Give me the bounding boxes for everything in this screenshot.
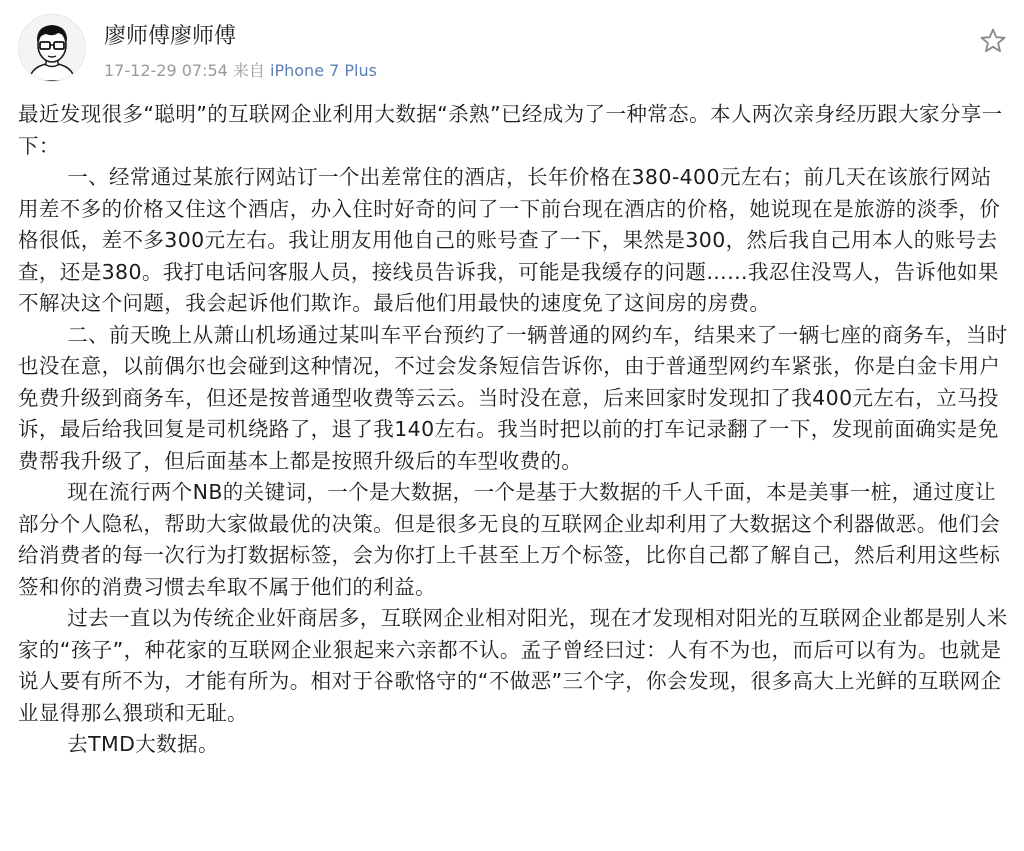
favorite-button[interactable]: [978, 26, 1008, 56]
post-paragraph-car: 二、前天晚上从萧山机场通过某叫车平台预约了一辆普通的网约车，结果来了一辆七座的商务车，当时也没在意，以前偶尔也会碰到这种情况，不过会发条短信告诉你，由于普通型网约车紧张，你是白金卡用户免费升级到商务车，但还是按普通型收费等云云。当时没在意，后来回家时发现扣了我400元左右，立马投诉，最后给我回复是司机绕路了，退了我140左右。我当时把以前的打车记录翻了一下，发现前面确实是免费帮我升级了，但后面基本上都是按照升级后的车型收费的。: [18, 322, 1008, 473]
post-paragraph-bigdata: 现在流行两个NB的关键词，一个是大数据，一个是基于大数据的千人千面，本是美事一桩，通过度让部分个人隐私，帮助大家做最优的决策。但是很多无良的互联网企业却利用了大数据这个利器做恶。他们会给消费者的每一次行为打数据标签，会为你打上千甚至上万个标签，比你自己都了解自己，然后利用这些标签和你的消费习惯去牟取不属于他们的利益。: [18, 480, 1001, 599]
post-paragraph-intro: 最近发现很多“聪明”的互联网企业利用大数据“杀熟”已经成为了一种常态。本人两次亲身经历跟大家分享一下：: [18, 102, 1003, 158]
post-paragraph-reflection: 过去一直以为传统企业奸商居多，互联网企业相对阳光，现在才发现相对阳光的互联网企业都是别人米家的“孩子”，种花家的互联网企业狠起来六亲都不认。孟子曾经曰过：人有不为也，而后可以有为。也就是说人要有所不为，才能有所为。相对于谷歌恪守的“不做恶”三个字，你会发现，很多高大上光鲜的互联网企业显得那么猥琐和无耻。: [18, 606, 1008, 725]
avatar-portrait-icon: [19, 15, 85, 81]
source-device-link[interactable]: iPhone 7 Plus: [270, 61, 377, 80]
author-name[interactable]: 廖师傅廖师傅: [104, 24, 237, 49]
post-body: [18, 99, 1008, 761]
source-prefix: 来自: [232, 61, 265, 80]
avatar[interactable]: [18, 14, 86, 82]
post-paragraph-closing: 去TMD大数据。: [67, 732, 219, 756]
star-outline-icon: [978, 26, 1008, 56]
post-timestamp: 17-12-29 07:54: [104, 61, 228, 80]
post-header: [18, 14, 1008, 86]
post-paragraph-hotel: 一、经常通过某旅行网站订一个出差常住的酒店，长年价格在380-400元左右；前几天在该旅行网站用差不多的价格又住这个酒店，办入住时好奇的问了一下前台现在酒店的价格，她说现在是旅游的淡季，价格很低，差不多300元左右。我让朋友用他自己的账号查了一下，果然是300，然后我自己用本人的账号去查，还是380。我打电话问客服人员，接线员告诉我，可能是我缓存的问题……我忍住没骂人，告诉他如果不解决这个问题，我会起诉他们欺诈。最后他们用最快的速度免了这间房的房费。: [18, 165, 1001, 315]
post-meta: [104, 60, 377, 82]
